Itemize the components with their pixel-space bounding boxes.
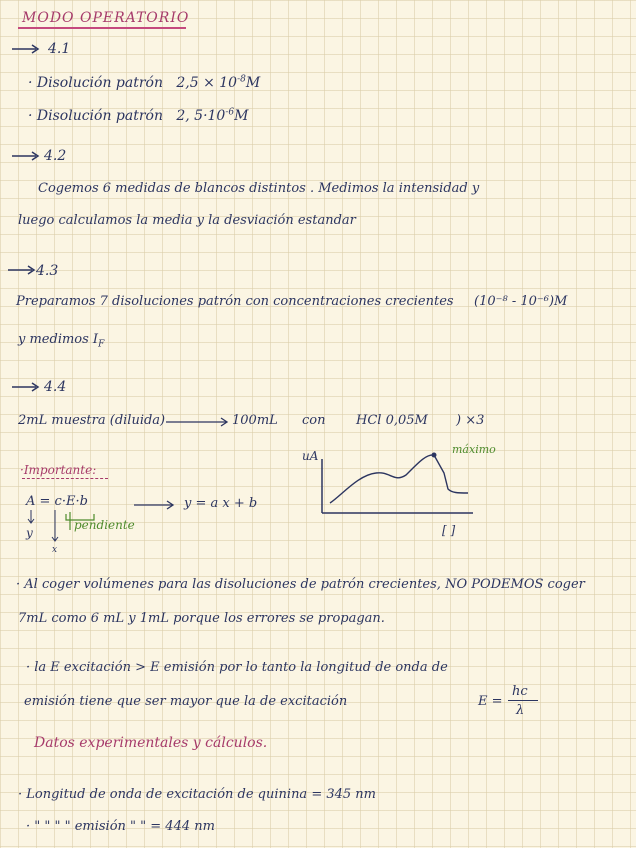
- graph-x-axis-label: [ ]: [442, 523, 456, 537]
- note1-line2: 7mL como 6 mL y 1mL porque los errores se propagan.: [18, 611, 385, 626]
- note2-line1: · la E excitación > E emisión por lo tanto la longitud de onda de: [26, 660, 448, 675]
- s41-line2: · Disolución patrón 2, $5\cdot 10^{-6}M$: [28, 107, 249, 124]
- arrow-right-icon: [12, 151, 42, 161]
- equation-arrows: [28, 510, 68, 550]
- s43-line1: Preparamos 7 disoluciones patrón con concentraciones crecientes: [16, 294, 454, 309]
- y-label: y: [26, 526, 33, 540]
- section-4-1-label: 4.1: [48, 41, 71, 57]
- data-section-title: Datos experimentales y cálculos.: [34, 735, 268, 751]
- section-4-3-label: 4.3: [36, 263, 59, 279]
- s44-volume: 100mL: [232, 413, 278, 428]
- arrow-right-icon: [8, 265, 38, 275]
- note1-line1: · Al coger volúmenes para las disoluciones de patrón crecientes, NO PODEMOS coger: [16, 577, 585, 592]
- important-equation: A = c·E·b: [26, 494, 88, 509]
- s43-line2: y medimos $I_F$: [18, 332, 105, 350]
- arrow-right-icon: [134, 500, 176, 510]
- s44-with: con: [302, 413, 326, 428]
- graph-y-axis-label: uA: [302, 449, 319, 463]
- important-underline: [22, 478, 108, 479]
- note2-line2: emisión tiene que ser mayor que la de excitación: [24, 694, 348, 709]
- graph-peak-label: máximo: [452, 443, 496, 456]
- page-title: MODO OPERATORIO: [22, 10, 190, 26]
- s42-line1: Cogemos 6 medidas de blancos distintos . Medimos la intensidad y: [38, 181, 480, 196]
- x-label: x: [52, 545, 58, 555]
- s41-line1: · Disolución patrón $2,5 \times 10^{-8}M$: [28, 74, 261, 91]
- s43-range: (10⁻⁸ - 10⁻⁶)M: [474, 294, 568, 309]
- result-emission: · " " " " emisión " " = 444 nm: [26, 819, 215, 834]
- linear-equation: y = a x + b: [184, 496, 258, 511]
- s44-reagent: HCl 0,05M: [356, 413, 428, 428]
- important-label: ·Importante:: [20, 463, 97, 477]
- s42-line2: luego calculamos la media y la desviación estandar: [18, 213, 356, 228]
- section-4-4-label: 4.4: [44, 379, 67, 395]
- energy-formula-den: λ: [516, 703, 525, 718]
- slope-label: pendiente: [74, 518, 135, 532]
- s44-times: ) ×3: [456, 413, 485, 428]
- result-excitation: · Longitud de onda de excitación de quinina = 345 nm: [18, 787, 376, 802]
- energy-formula-lhs: E =: [478, 694, 503, 709]
- arrow-right-icon: [12, 44, 42, 54]
- section-4-2-label: 4.2: [44, 148, 67, 164]
- energy-formula-num: hc: [512, 684, 528, 699]
- title-underline: [18, 27, 186, 29]
- fraction-bar: [508, 700, 538, 701]
- arrow-right-icon: [12, 382, 42, 392]
- arrow-right-icon: [166, 417, 230, 427]
- s44-sample: 2mL muestra (diluida): [18, 413, 166, 428]
